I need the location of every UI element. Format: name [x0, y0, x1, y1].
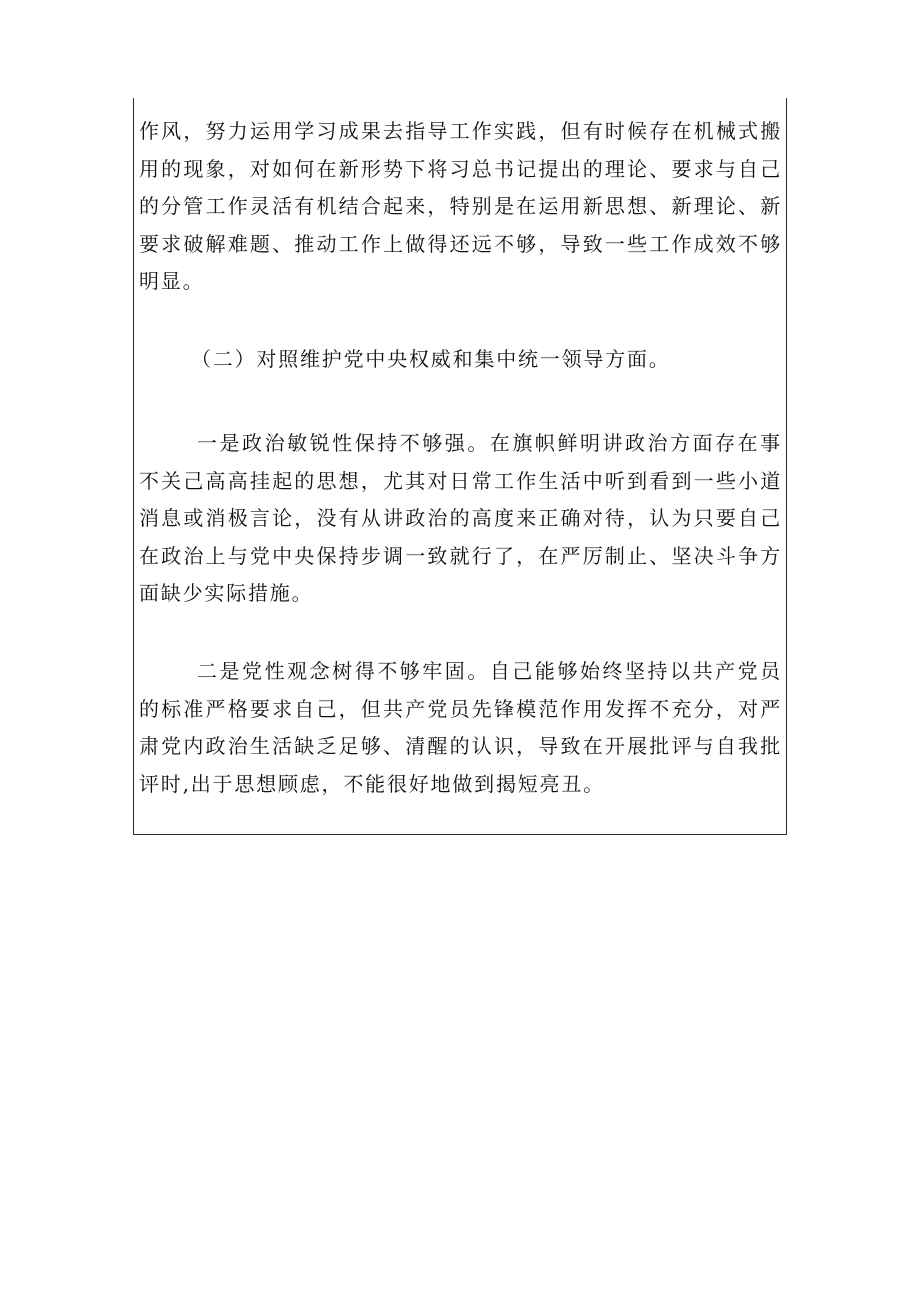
point-one-paragraph: 一是政治敏锐性保持不够强。在旗帜鲜明讲政治方面存在事不关己高高挂起的思想，尤其对日常工作生活中听到看到一些小道消息或消极言论，没有从讲政治的高度来正确对待，认为只要自己在政治上与党中央保持步调一致就行了，在严厉制止、坚决斗争方面缺少实际措施。 [139, 431, 782, 605]
section-heading: （二）对照维护党中央权威和集中统一领导方面。 [191, 347, 671, 371]
point-two-paragraph: 二是党性观念树得不够牢固。自己能够始终坚持以共产党员的标准严格要求自己，但共产党员先锋模范作用发挥不充分，对严肃党内政治生活缺乏足够、清醒的认识，导致在开展批评与自我批评时,出于思想顾虑，不能很好地做到揭短亮丑。 [139, 659, 782, 796]
continuation-paragraph: 作风，努力运用学习成果去指导工作实践，但有时候存在机械式搬用的现象，对如何在新形势下将习总书记提出的理论、要求与自己的分管工作灵活有机结合起来，特别是在运用新思想、新理论、新要求破解难题、推动工作上做得还远不够，导致一些工作成效不够明显。 [139, 119, 782, 293]
